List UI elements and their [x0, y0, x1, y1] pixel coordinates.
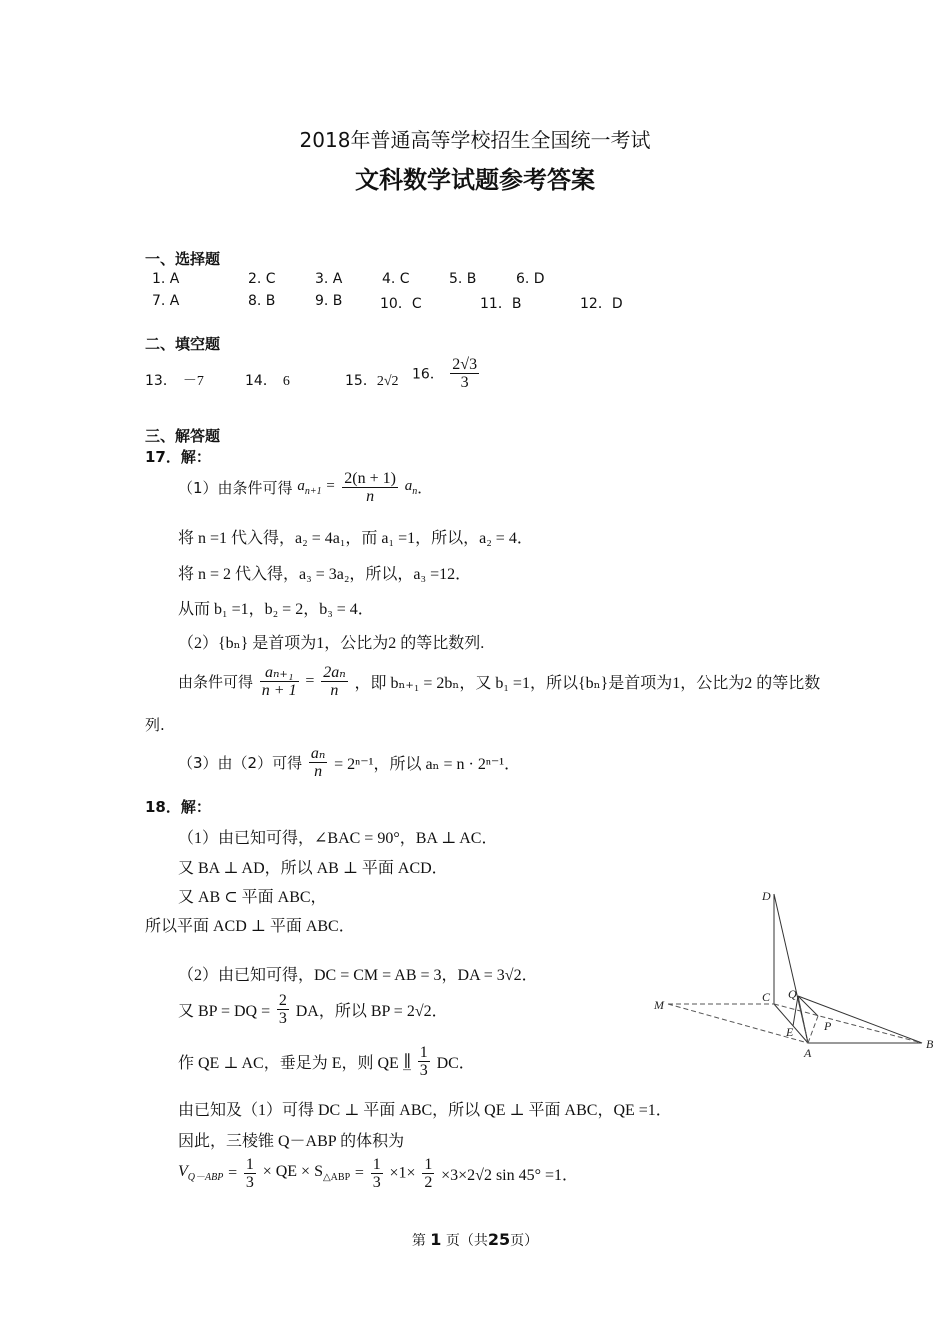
- answer-2: 2. C: [248, 271, 276, 287]
- fill-answer-14: 14． 6: [245, 373, 290, 389]
- p18-line-10: $V_{Q-ABP}$ = $\frac{1}{3}$ × QE × $S_{\triangle ABP}$ = $\frac{1}{3}$ ×1× $\frac{1}{2}$ ×3×2√2 sin 45° =1．: [178, 1156, 579, 1191]
- geometry-figure: [640, 880, 940, 1065]
- answer-12: 12．D: [580, 296, 623, 312]
- p18-line-6: 又 BP = DQ = $\frac{2}{3}$ DA，所以 BP = 2√2．: [178, 992, 448, 1027]
- p18-line-1: （1）由已知可得，∠BAC = 90°，BA ⊥ AC．: [178, 830, 498, 847]
- label-q: Q: [788, 987, 797, 1001]
- p18-line-9: 因此，三棱锥 Q－ABP 的体积为: [178, 1133, 405, 1150]
- answer-6: 6. D: [516, 271, 545, 287]
- p17-line-6: 由条件可得 $\frac{\text{aₙ₊₁}}{n + 1}$ = $\frac{\text{2aₙ}}{n}$ ，即 bₙ₊₁ = 2bₙ，又 b₁ =1，所以{bₙ}是首项为1，公比为2 的等比数: [178, 664, 821, 699]
- p17-line-4: 从而 b₁ =1，b₂ = 2，b₃ = 4．: [178, 601, 374, 618]
- answer-3: 3. A: [315, 271, 343, 287]
- p17-line-1: （1）由条件可得 $a_{n+1}$ = $\frac{2(n + 1)}{n}$ $a_n$．: [178, 470, 433, 505]
- answer-7: 7. A: [152, 293, 180, 309]
- label-c: C: [762, 990, 771, 1004]
- p17-line-8: （3）由（2）可得 $\frac{\text{aₙ}}{n}$ = 2ⁿ⁻¹，所以 aₙ = n · 2ⁿ⁻¹．: [178, 745, 521, 780]
- edge-ap: [808, 1016, 818, 1043]
- page-number: 1: [430, 1230, 442, 1249]
- document-title: 2018年普通高等学校招生全国统一考试: [299, 128, 651, 152]
- fill-answer-13: 13． －7: [145, 373, 204, 389]
- p18-line-8: 由已知及（1）可得 DC ⊥ 平面 ABC，所以 QE ⊥ 平面 ABC，QE =1．: [178, 1102, 672, 1119]
- problem-18-label: 18．解：: [145, 798, 211, 816]
- p17-line-2: 将 n =1 代入得，a₂ = 4a₁，而 a₁ =1，所以，a₂ = 4．: [178, 530, 533, 547]
- answer-9: 9. B: [315, 293, 343, 309]
- p18-line-5: （2）由已知可得，DC = CM = AB = 3，DA = 3√2．: [178, 967, 538, 984]
- label-b: B: [926, 1037, 934, 1051]
- fill-answer-16: 16． $\frac{2√3}{3}$: [412, 356, 478, 391]
- p17-line-5: （2）{bₙ} 是首项为1，公比为2 的等比数列.: [178, 635, 485, 652]
- answer-11: 11．B: [480, 296, 522, 312]
- fraction: $\frac{2√3}{3}$: [452, 356, 478, 391]
- answer-8: 8. B: [248, 293, 276, 309]
- p18-line-3: 又 AB ⊂ 平面 ABC，: [178, 889, 327, 906]
- answer-10: 10．C: [380, 296, 422, 312]
- answer-4: 4. C: [382, 271, 410, 287]
- problem-17-label: 17．解：: [145, 448, 211, 466]
- label-d: D: [762, 889, 771, 903]
- p17-line-7: 列.: [145, 716, 165, 734]
- answer-1: 1. A: [152, 271, 180, 287]
- p18-line-4: 所以平面 ACD ⊥ 平面 ABC．: [145, 918, 355, 935]
- p18-line-7: 作 QE ⊥ AC，垂足为 E，则 QE ∥̲ $\frac{1}{3}$ DC．: [178, 1044, 475, 1079]
- document-subtitle: 文科数学试题参考答案: [355, 166, 595, 194]
- page-total: 25: [487, 1230, 511, 1249]
- edge-cb: [774, 1004, 922, 1043]
- label-m: M: [654, 998, 664, 1012]
- label-p: P: [824, 1019, 832, 1033]
- section-heading-solve: 三、解答题: [145, 427, 221, 445]
- label-e: E: [786, 1025, 794, 1039]
- section-heading-fill: 二、填空题: [145, 335, 221, 353]
- label-a: A: [804, 1046, 812, 1060]
- answer-5: 5. B: [449, 271, 477, 287]
- fill-answer-15: 15．2√2: [345, 373, 399, 389]
- p18-line-2: 又 BA ⊥ AD，所以 AB ⊥ 平面 ACD．: [178, 860, 448, 877]
- section-heading-choice: 一、选择题: [145, 250, 221, 268]
- p17-line-3: 将 n = 2 代入得，a₃ = 3a₂，所以，a₃ =12．: [178, 566, 472, 583]
- page-footer: 第 1 页（共25页）: [411, 1230, 539, 1249]
